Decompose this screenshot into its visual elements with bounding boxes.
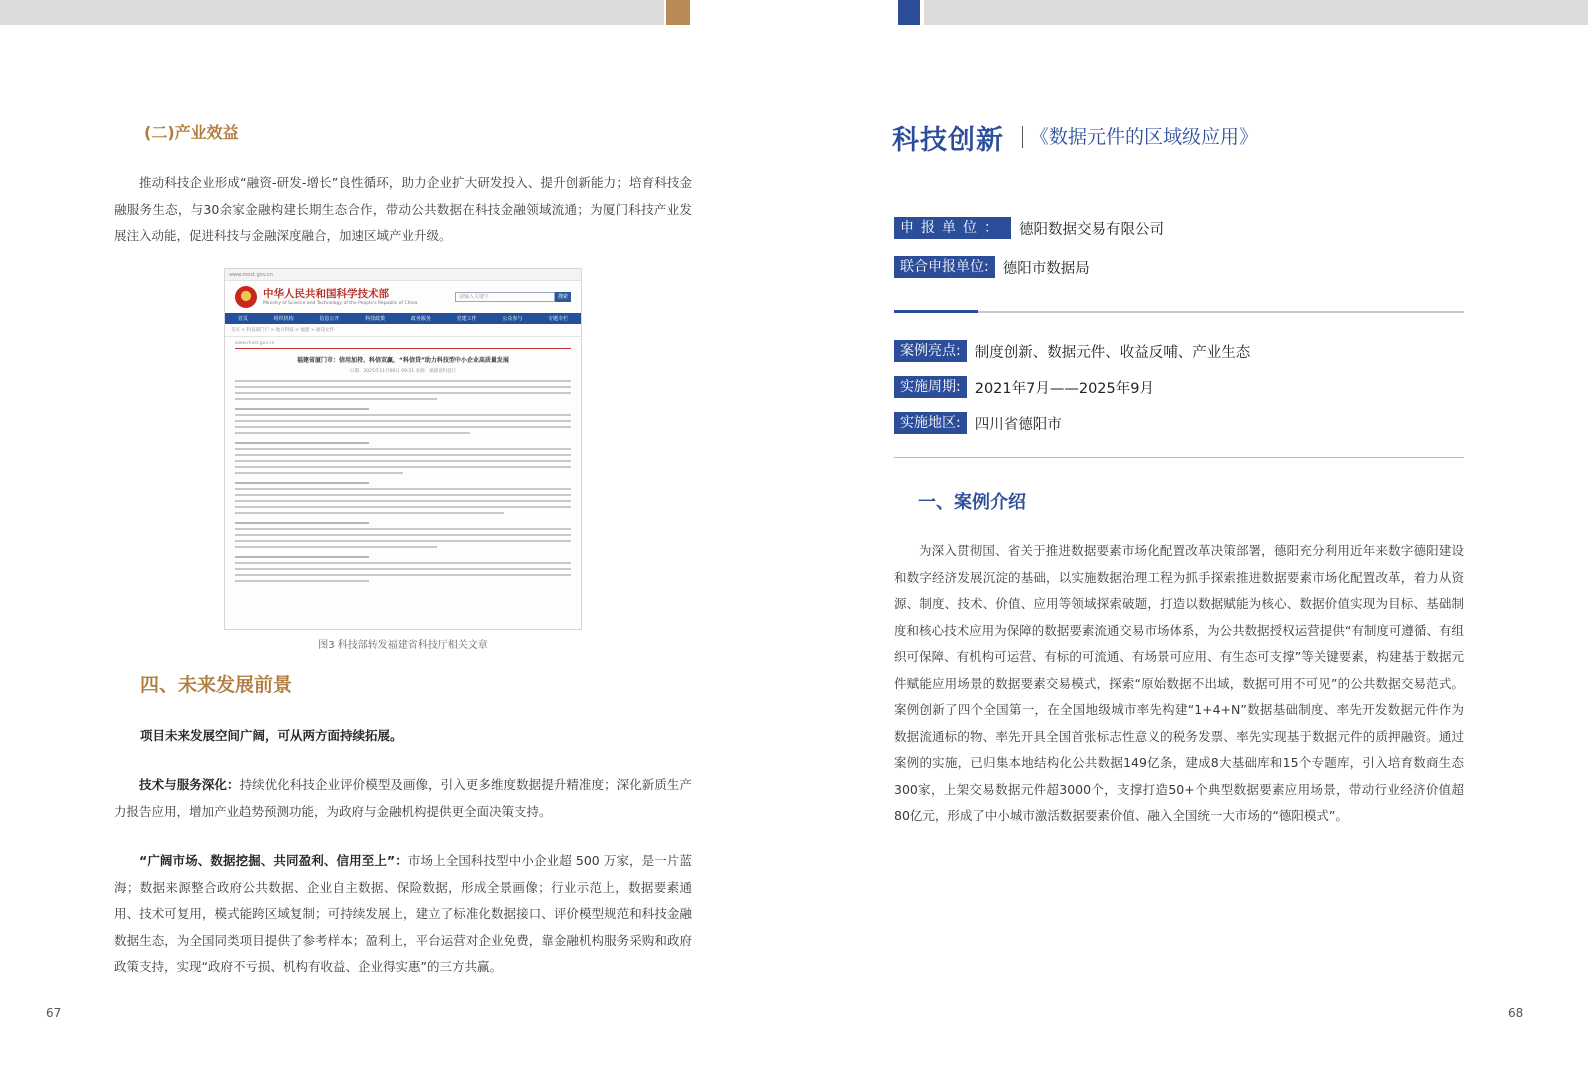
top-bar-right <box>924 0 1588 25</box>
figure-search-input: 请输入关键字 <box>455 292 555 302</box>
figure-search-button: 搜索 <box>555 292 571 302</box>
figure-url: www.most.gov.cn <box>235 341 571 349</box>
figure-text-line <box>235 568 571 570</box>
figure-caption: 图3 科技部转发福建省科技厅相关文章 <box>318 640 488 651</box>
top-bar-accent-brown <box>666 0 690 25</box>
figure-text-line <box>235 432 470 434</box>
figure-nav-item: 政务服务 <box>410 316 431 322</box>
figure-text-line <box>235 562 571 564</box>
figure-article <box>225 337 581 590</box>
area-value: 四川省德阳市 <box>974 416 1062 433</box>
section-industry-heading: (二)产业效益 <box>144 123 239 142</box>
figure-header <box>225 281 581 313</box>
national-emblem-icon <box>235 286 257 308</box>
figure-nav-item: 科技政策 <box>365 316 386 322</box>
tech-service-lead: 技术与服务深化： <box>139 777 240 792</box>
figure-text-line <box>235 386 571 388</box>
period-label: 实施周期: <box>894 376 967 398</box>
figure-text-line <box>235 574 571 576</box>
title-divider <box>1022 126 1023 148</box>
figure-breadcrumb: 首页 > 科技部门户 > 地方科技 > 福建 > 通知文件 <box>225 324 581 337</box>
figure-text-line <box>235 426 571 428</box>
figure-text-line <box>235 506 571 508</box>
applicant-row <box>894 217 1164 239</box>
area-row <box>894 412 1062 434</box>
ministry-name-cn: 中华人民共和国科学技术部 <box>263 287 389 300</box>
figure-nav-item: 组织机构 <box>273 316 294 322</box>
main-title: 科技创新 <box>892 125 1004 156</box>
figure-text-line <box>235 488 571 490</box>
tech-service-paragraph <box>114 772 692 825</box>
page-number-right: 68 <box>1508 1006 1524 1020</box>
divider-blue <box>894 310 978 313</box>
market-text: 市场上全国科技型中小企业超 500 万家，是一片蓝海；数据来源整合政府公共数据、企业自主数据、保险数据，形成全景画像；行业示范上，数据要素通用、技术可复用，模式能跨区域复制；可持续发展上，建立了标准化数据接口、评价模型规范和科技金融数据生态，为全国同类项目提供了参考样本；盈利上，平台运营对企业免费，靠金融机构服务采购和政府政策支持，实现“政府不亏损、机构有收益、企业得实惠”的三方共赢。 <box>114 853 693 974</box>
divider-gray-lower <box>894 457 1464 458</box>
joint-applicant-value: 德阳市数据局 <box>1002 260 1090 277</box>
joint-applicant-label: 联合申报单位: <box>894 256 995 278</box>
figure-topline: www.most.gov.cn <box>225 269 581 281</box>
figure-text-line <box>235 454 571 456</box>
figure-text-line <box>235 380 571 382</box>
future-lead-sentence: 项目未来发展空间广阔，可从两方面持续拓展。 <box>140 728 403 743</box>
ministry-name-en: Ministry of Science and Technology of the People's Republic of China <box>263 300 418 306</box>
figure-text-line <box>235 392 571 394</box>
figure-nav-item: 公众参与 <box>502 316 523 322</box>
figure-text-line <box>235 580 369 582</box>
figure-text-line <box>235 528 571 530</box>
figure-nav-item: 首页 <box>237 316 248 322</box>
figure-text-line <box>235 420 571 422</box>
top-bar-accent-blue <box>898 0 920 25</box>
figure-text-line <box>235 466 571 468</box>
figure-text-line <box>235 556 369 558</box>
market-paragraph <box>114 848 692 981</box>
figure-text-line <box>235 512 504 514</box>
period-row <box>894 376 1154 398</box>
figure-search <box>455 292 571 302</box>
figure-article-title: 福建省厦门市：信用加持、科信双赢，“科信贷”助力科技型中小企业高质量发展 <box>297 357 509 364</box>
figure-nav <box>225 313 581 324</box>
figure-text-line <box>235 534 571 536</box>
joint-applicant-row <box>894 256 1090 278</box>
divider-gray <box>978 311 1464 313</box>
figure-text-line <box>235 500 571 502</box>
figure-article-text <box>235 380 571 582</box>
page-number-left: 67 <box>46 1006 62 1020</box>
figure-article-meta: 日期：2025年11月06日 09:21 来源：福建省科技厅 <box>349 369 457 374</box>
highlight-label: 案例亮点: <box>894 340 967 362</box>
figure-text-line <box>235 522 369 524</box>
figure-text-line <box>235 414 571 416</box>
figure-text-line <box>235 540 571 542</box>
section-future-heading: 四、未来发展前景 <box>140 674 293 696</box>
figure-nav-item: 信息公开 <box>319 316 340 322</box>
figure-text-line <box>235 442 369 444</box>
figure-nav-item: 党建工作 <box>456 316 477 322</box>
figure-nav-item: 专题专栏 <box>548 316 569 322</box>
area-label: 实施地区: <box>894 412 967 434</box>
tech-service-text: 持续优化科技企业评价模型及画像，引入更多维度数据提升精准度；深化新质生产力报告应用，增加产业趋势预测功能，为政府与金融机构提供更全面决策支持。 <box>114 777 692 819</box>
applicant-value: 德阳数据交易有限公司 <box>1019 221 1164 238</box>
figure-text-line <box>235 460 571 462</box>
highlight-row <box>894 340 1250 362</box>
figure-screenshot <box>224 268 582 630</box>
section-intro-heading: 一、案例介绍 <box>918 492 1026 513</box>
industry-paragraph: 推动科技企业形成“融资-研发-增长”良性循环，助力企业扩大研发投入、提升创新能力；培育科技金融服务生态，与30余家金融构建长期生态合作，带动公共数据在科技金融领域流通；为厦门科技产业发展注入动能，促进科技与金融深度融合，加速区域产业升级。 <box>114 175 692 243</box>
figure-text-line <box>235 472 403 474</box>
market-lead: “广阔市场、数据挖掘、共同盈利、信用至上”： <box>139 853 408 868</box>
figure-text-line <box>235 494 571 496</box>
figure-text-line <box>235 398 437 400</box>
figure-text-line <box>235 408 369 410</box>
applicant-label: 申报单位： <box>894 217 1011 239</box>
figure-text-line <box>235 482 369 484</box>
sub-title: 《数据元件的区域级应用》 <box>1030 126 1259 148</box>
intro-paragraph: 为深入贯彻国、省关于推进数据要素市场化配置改革决策部署，德阳充分利用近年来数字德阳建设和数字经济发展沉淀的基础，以实施数据治理工程为抓手探索推进数据要素市场化配置改革，着力从资源、制度、技术、价值、应用等领域探索破题，打造以数据赋能为核心、数据价值实现为目标、基础制度和核心技术应用为保障的数据要素流通交易市场体系，为公共数据授权运营提供“有制度可遵循、有组织可保障、有机构可运营、有标的可流通、有场景可应用、有生态可支撑”等关键要素，构建基于数据元件赋能应用场景的数据要素交易模式，探索“原始数据不出域，数据可用不可见”的公共数据交易范式。案例创新了四个全国第一，在全国地级城市率先构建“1+4+N”数据基础制度、率先开发数据元件作为数据流通标的物、率先开具全国首张标志性意义的税务发票、率先实现基于数据元件的质押融资。通过案例的实施，已归集本地结构化公共数据149亿条，建成8大基础库和15个专题库，引入培育数商生态300家，上架交易数据元件超3000个，支撑打造50+个典型数据要素应用场景，带动行业经济价值超80亿元，形成了中小城市激活数据要素价值、融入全国统一大市场的“德阳模式”。 <box>894 543 1464 823</box>
figure-text-line <box>235 546 437 548</box>
figure-text-line <box>235 448 571 450</box>
highlight-value: 制度创新、数据元件、收益反哺、产业生态 <box>974 344 1251 361</box>
period-value: 2021年7月——2025年9月 <box>974 380 1154 397</box>
figure-ministry-name <box>263 288 417 307</box>
top-bar-left <box>0 0 664 25</box>
